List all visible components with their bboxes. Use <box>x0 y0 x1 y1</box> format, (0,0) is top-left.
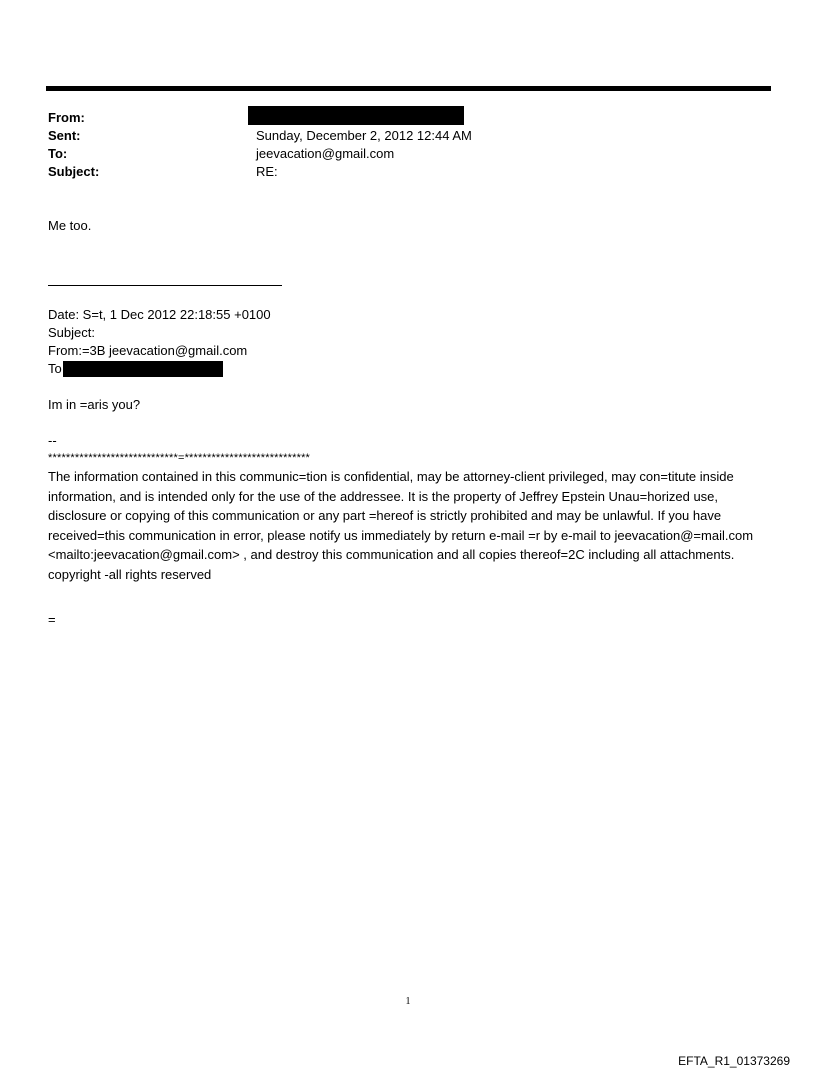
page-number: 1 <box>405 996 411 1007</box>
quoted-from: From:=3B jeevacation@gmail.com <box>48 343 248 358</box>
trailing-equals: = <box>48 612 56 627</box>
to-label: To: <box>48 146 68 161</box>
quoted-message: Im in =aris you? <box>48 397 141 412</box>
signature-stars: *****************************=**************************** <box>48 452 311 464</box>
disclaimer-text: The information contained in this communic=tion is confidential, may be attorney-client privileged, may con=titute inside information, and is intended only for the use of the addressee. It is the property of Jeffrey Epstein Unau=horized use, disclosure or copying of this communication or any part =hereof is strictly prohibited and may be unlawful. If you have received=this communication in error, please notify us immediately by return e-mail =r by e-mail to jeevacation@=mail.com <mailto:jeevacation@gmail.com> , and destroy this communication and all copies thereof=2C including all attachments. copyright -all rights reserved <box>48 469 754 582</box>
document-id: EFTA_R1_01373269 <box>678 1054 790 1068</box>
redacted-sender <box>248 106 464 125</box>
sent-value: Sunday, December 2, 2012 12:44 AM <box>256 128 472 143</box>
signature-dashes: -- <box>48 433 57 448</box>
to-value: jeevacation@gmail.com <box>256 146 395 161</box>
reply-text: Me too. <box>48 218 92 233</box>
redacted-recipient <box>63 361 223 377</box>
quoted-to: To <box>48 361 62 376</box>
sent-label: Sent: <box>48 128 81 143</box>
quoted-date: Date: S=t, 1 Dec 2012 22:18:55 +0100 <box>48 307 271 322</box>
subject-label: Subject: <box>48 164 100 179</box>
from-label: From: <box>48 110 85 125</box>
quote-separator <box>48 285 282 286</box>
quoted-subject: Subject: <box>48 325 95 340</box>
subject-value: RE: <box>256 164 278 179</box>
top-rule <box>46 86 771 91</box>
